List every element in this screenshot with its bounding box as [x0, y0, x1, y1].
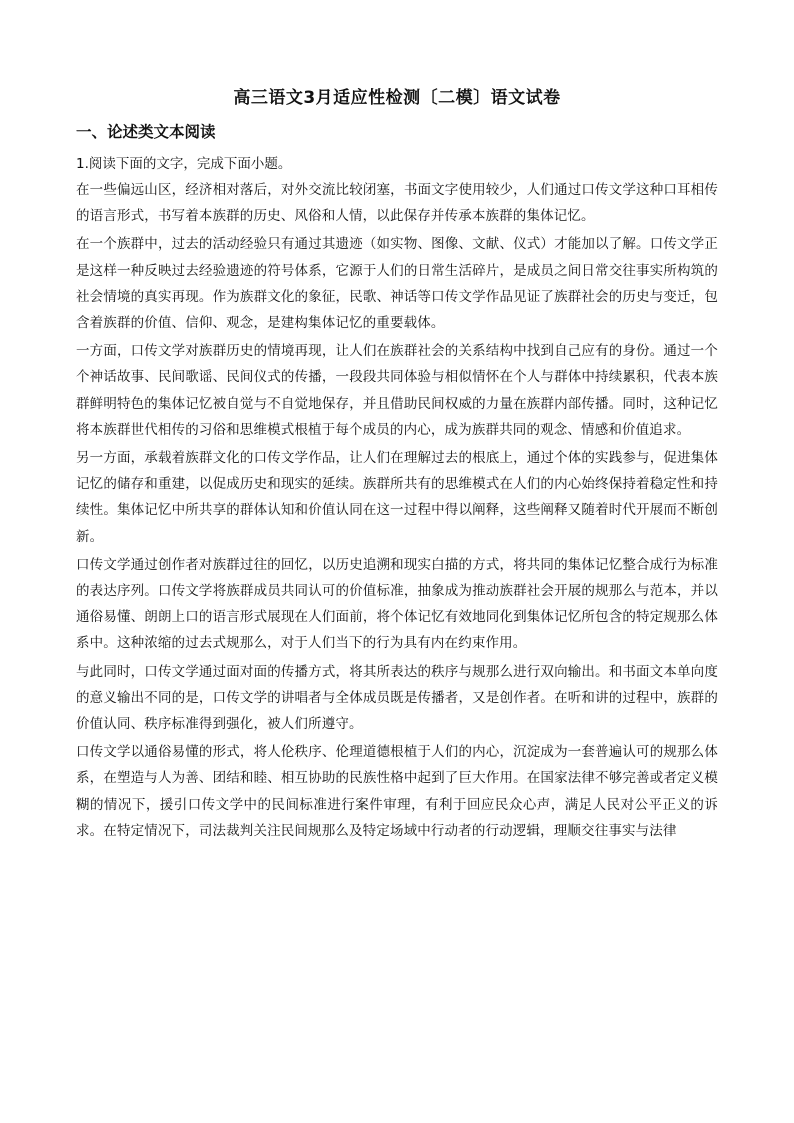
paragraph: 口传文学通过创作者对族群过往的回忆，以历史追溯和现实白描的方式，将共同的集体记忆整合成行为标准的表达序列。口传文学将族群成员共同认可的价值标准，抽象成为推动族群社会开展的规那么与范本，并以通俗易懂、朗朗上口的语言形式展现在人们面前，将个体记忆有效地同化到集体记忆所包含的特定规那么体系中。这种浓缩的过去式规那么，对于人们当下的行为具有内在约束作用。 [76, 556, 718, 652]
question-prompt: 1.阅读下面的文字，完成下面小题。 [76, 156, 292, 172]
paragraph: 在一个族群中，过去的活动经验只有通过其遗迹（如实物、图像、文献、仪式）才能加以了解。口传文学正是这样一种反映过去经验遗迹的符号体系，它源于人们的日常生活碎片，是成员之间日常交往事实所构筑的社会情境的真实再现。作为族群文化的象征，民歌、神话等口传文学作品见证了族群社会的历史与变迁，包含着族群的价值、信仰、观念，是建构集体记忆的重要载体。 [76, 236, 718, 332]
document-page [76, 82, 718, 846]
paragraph: 口传文学以通俗易懂的形式，将人伦秩序、伦理道德根植于人们的内心，沉淀成为一套普遍认可的规那么体系，在塑造与人为善、团结和睦、相互协助的民族性格中起到了巨大作用。在国家法律不够完善或者定义模糊的情况下，援引口传文学中的民间标准进行案件审理，有利于回应民众心声，满足人民对公平正义的诉求。在特定情况下，司法裁判关注民间规那么及特定场域中行动者的行动逻辑，理顺交往事实与法律 [76, 744, 718, 839]
section-heading: 一、论述类文本阅读 [76, 123, 216, 141]
paragraph: 另一方面，承载着族群文化的口传文学作品，让人们在理解过去的根底上，通过个体的实践参与，促进集体记忆的储存和重建，以促成历史和现实的延续。族群所共有的思维模式在人们的内心始终保持着稳定性和持续性。集体记忆中所共享的群体认知和价值认同在这一过程中得以阐释，这些阐释又随着时代开展而不断创新。 [76, 450, 718, 545]
document-title: 高三语文3月适应性检测〔二模〕语文试卷 [233, 88, 561, 108]
paragraph: 与此同时，口传文学通过面对面的传播方式，将其所表达的秩序与规那么进行双向输出。和书面文本单向度的意义输出不同的是，口传文学的讲唱者与全体成员既是传播者，又是创作者。在听和讲的过程中，族群的价值认同、秩序标准得到强化，被人们所遵守。 [76, 663, 718, 733]
paragraph: 在一些偏远山区，经济相对落后，对外交流比较闭塞，书面文字使用较少，人们通过口传文学这种口耳相传的语言形式，书写着本族群的历史、风俗和人情，以此保存并传承本族群的集体记忆。 [76, 182, 718, 225]
paragraph: 一方面，口传文学对族群历史的情境再现，让人们在族群社会的关系结构中找到自己应有的身份。通过一个个神话故事、民间歌谣、民间仪式的传播，一段段共同体验与相似情怀在个人与群体中持续累积，代表本族群鲜明特色的集体记忆被自觉与不自觉地保存，并且借助民间权威的力量在族群内部传播。同时，这种记忆将本族群世代相传的习俗和思维模式根植于每个成员的内心，成为族群共同的观念、情感和价值追求。 [76, 343, 718, 438]
